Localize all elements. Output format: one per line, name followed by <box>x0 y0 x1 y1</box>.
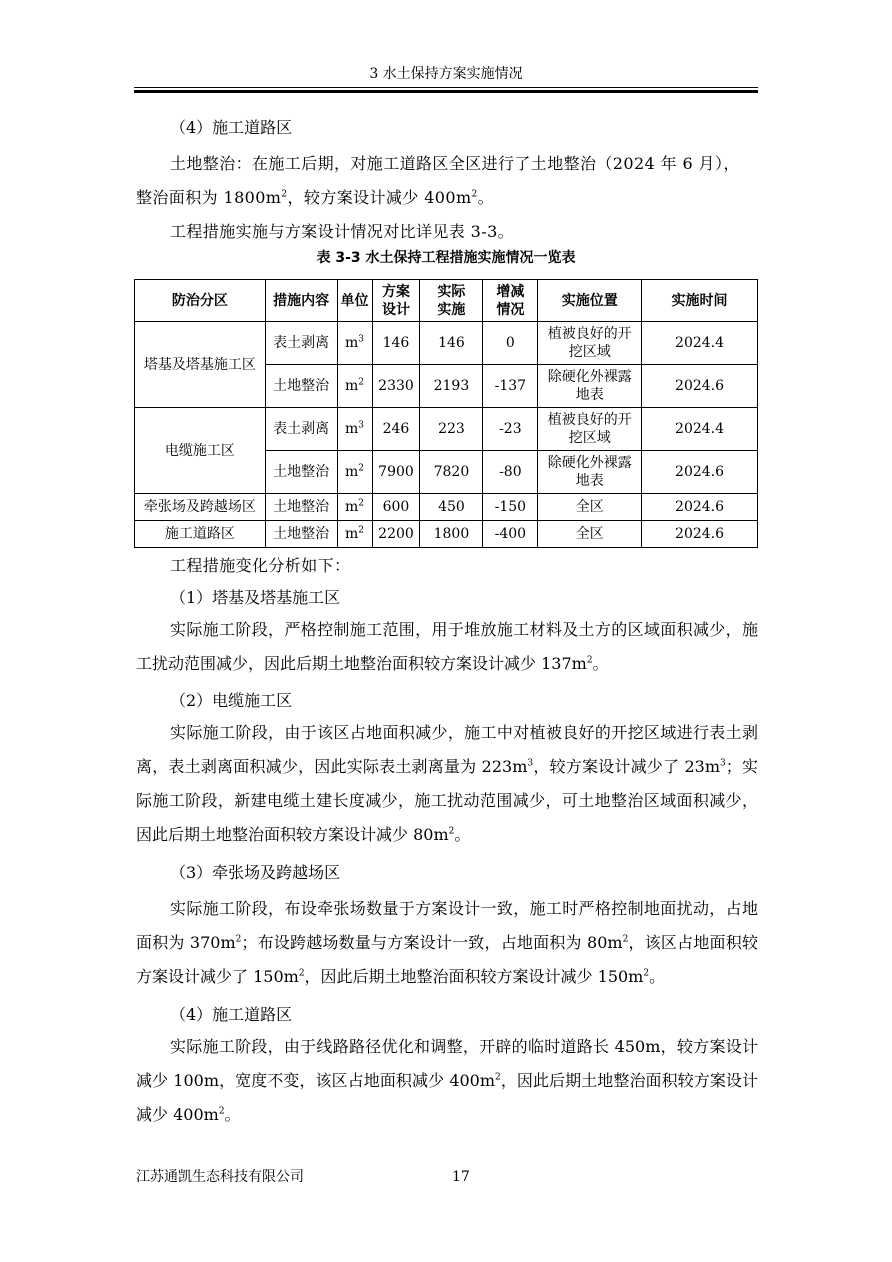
change-cell: 0 <box>483 322 538 365</box>
location-text: 除硬化外裸露 <box>547 369 632 385</box>
change-cell: -80 <box>483 451 538 494</box>
unit-cell <box>337 365 372 408</box>
unit-base: m <box>345 335 359 351</box>
table-header-row <box>135 280 758 322</box>
table-row <box>135 494 758 521</box>
unit-base: m <box>345 526 359 542</box>
superscript: 2 <box>281 189 288 200</box>
col-header-design <box>372 280 420 322</box>
land-paragraph-line2 <box>136 185 494 208</box>
design-cell: 146 <box>372 322 420 365</box>
design-cell: 2330 <box>372 365 420 408</box>
zone-cell: 塔基及塔基施工区 <box>135 322 266 408</box>
unit-cell <box>337 521 372 548</box>
unit-base: m <box>345 499 359 515</box>
location-text: 挖区域 <box>568 430 611 446</box>
unit-sup: 3 <box>358 334 365 345</box>
measure-cell: 土地整治 <box>265 494 337 521</box>
change-cell: -150 <box>483 494 538 521</box>
text-span: ，因此后期土地整治面积较方案设计减少 150m <box>304 967 644 986</box>
unit-sup: 2 <box>358 525 365 536</box>
header-text: 方案 <box>381 283 410 300</box>
time-cell: 2024.4 <box>642 408 758 451</box>
col-header-location: 实施位置 <box>538 280 642 322</box>
table-caption: 表 3-3 水土保持工程措施实施情况一览表 <box>316 250 576 266</box>
unit-sup: 2 <box>358 463 365 474</box>
section-heading-cable: （2）电缆施工区 <box>170 691 293 710</box>
page-header: 3 水土保持方案实施情况 <box>369 66 523 82</box>
superscript: 3 <box>527 758 534 769</box>
table-row <box>135 322 758 365</box>
superscript: 2 <box>643 968 650 979</box>
change-cell: -137 <box>483 365 538 408</box>
text-span: 。 <box>477 188 495 207</box>
text-span: 。 <box>592 654 609 673</box>
text-span: 实际施工阶段，由于线路路径优化和调整，开辟的临时道路长 450m，较方案设计减少 100m，宽度不变，该区占地面积减少 400m <box>136 1037 758 1090</box>
time-cell: 2024.6 <box>642 451 758 494</box>
text-span: 实际施工阶段，严格控制施工范围，用于堆放施工材料及土方的区域面积减少，施工扰动范围减少，因此后期土地整治面积较方案设计减少 137m <box>136 620 758 673</box>
text-span: 实际施工阶段，由于该区占地面积减少，施工中对植被良好的开挖区域进行表土剥离，表土剥离面积减少，因此实际表土剥离量为 223m <box>136 723 758 776</box>
superscript: 2 <box>235 934 242 945</box>
change-cell: -400 <box>483 521 538 548</box>
text-span: 。 <box>454 825 471 844</box>
text-span: 实际施工阶段，布设牵张场数量于方案设计一致，施工时严格控制地面扰动，占地面积为 370m <box>136 899 758 952</box>
zone-cell: 电缆施工区 <box>135 408 266 494</box>
col-header-measure: 措施内容 <box>265 280 337 322</box>
location-cell <box>538 408 642 451</box>
actual-cell: 223 <box>420 408 483 451</box>
superscript: 2 <box>298 968 305 979</box>
header-rule-thick <box>134 90 758 93</box>
time-cell: 2024.6 <box>642 521 758 548</box>
compare-paragraph: 工程措施实施与方案设计情况对比详见表 3-3。 <box>170 222 515 241</box>
col-header-time: 实施时间 <box>642 280 758 322</box>
header-text: 实际 <box>437 283 466 300</box>
text-span: ；实际施工阶段，新建电缆土建长度减少，施工扰动范围减少，可土地整治区域面积减少，因此后期土地整治面积较方案设计减少 80m <box>136 757 758 844</box>
superscript: 2 <box>471 189 478 200</box>
location-text: 植被良好的开 <box>547 326 632 342</box>
zone-cell: 施工道路区 <box>135 521 266 548</box>
superscript: 2 <box>586 655 593 666</box>
location-cell <box>538 365 642 408</box>
table-row <box>135 408 758 451</box>
actual-cell: 146 <box>420 322 483 365</box>
superscript: 2 <box>495 1072 501 1083</box>
unit-base: m <box>345 464 359 480</box>
text-span: ，较方案设计减少 400m <box>287 188 472 207</box>
footer-company: 江苏通凯生态科技有限公司 <box>136 1169 304 1185</box>
zone-cell: 牵张场及跨越场区 <box>135 494 266 521</box>
location-text: 地表 <box>575 387 604 403</box>
location-cell <box>538 451 642 494</box>
actual-cell: 450 <box>420 494 483 521</box>
superscript: 2 <box>622 934 629 945</box>
design-cell: 600 <box>372 494 420 521</box>
design-cell: 7900 <box>372 451 420 494</box>
analysis-intro: 工程措施变化分析如下： <box>170 556 351 575</box>
text-span: ；布设跨越场数量与方案设计一致，占地面积为 80m <box>241 933 623 952</box>
header-rule-thin <box>134 87 758 88</box>
col-header-actual <box>420 280 483 322</box>
section-heading-tower: （1）塔基及塔基施工区 <box>170 588 341 607</box>
header-text: 实施 <box>437 301 466 318</box>
text-span: ，因此后期土地整治面积较方案设计减少 400m <box>136 1071 758 1124</box>
text-span: 整治面积为 1800m <box>136 188 282 207</box>
time-cell: 2024.4 <box>642 322 758 365</box>
measure-cell: 表土剥离 <box>265 408 337 451</box>
unit-cell <box>337 322 372 365</box>
time-cell: 2024.6 <box>642 365 758 408</box>
actual-cell: 2193 <box>420 365 483 408</box>
col-header-unit: 单位 <box>337 280 372 322</box>
design-cell: 246 <box>372 408 420 451</box>
measure-cell: 土地整治 <box>265 521 337 548</box>
measure-cell: 土地整治 <box>265 365 337 408</box>
paragraph-tower <box>136 613 758 681</box>
table-row <box>135 521 758 548</box>
time-cell: 2024.6 <box>642 494 758 521</box>
text-span: 。 <box>649 967 666 986</box>
superscript: 2 <box>448 826 455 837</box>
paragraph-stringing <box>136 892 758 994</box>
change-cell: -23 <box>483 408 538 451</box>
location-text: 除硬化外裸露 <box>547 455 632 471</box>
land-paragraph-line1: 土地整治：在施工后期，对施工道路区全区进行了土地整治（2024 年 6 月）， <box>170 154 740 173</box>
unit-base: m <box>345 421 359 437</box>
unit-cell <box>337 451 372 494</box>
header-text: 设计 <box>381 301 410 318</box>
unit-sup: 2 <box>358 498 365 509</box>
paragraph-cable <box>136 716 758 852</box>
text-span: ，较方案设计减少了 23m <box>533 757 721 776</box>
section-heading-road: （4）施工道路区 <box>170 118 293 137</box>
section-heading-road-analysis: （4）施工道路区 <box>170 1005 293 1024</box>
location-cell: 全区 <box>538 494 642 521</box>
location-cell <box>538 322 642 365</box>
measures-table <box>134 279 758 548</box>
measure-cell: 土地整治 <box>265 451 337 494</box>
superscript: 3 <box>720 758 726 769</box>
page-number: 17 <box>452 1169 470 1185</box>
text-span: 。 <box>224 1105 241 1124</box>
actual-cell: 1800 <box>420 521 483 548</box>
location-text: 植被良好的开 <box>547 412 632 428</box>
section-heading-stringing: （3）牵张场及跨越场区 <box>170 863 341 882</box>
location-text: 地表 <box>575 473 604 489</box>
col-header-zone: 防治分区 <box>135 280 266 322</box>
unit-base: m <box>345 378 359 394</box>
header-text: 增减 <box>496 283 525 300</box>
header-text: 情况 <box>496 301 525 318</box>
unit-cell <box>337 408 372 451</box>
location-text: 挖区域 <box>568 344 611 360</box>
unit-sup: 2 <box>358 377 365 388</box>
design-cell: 2200 <box>372 521 420 548</box>
unit-sup: 3 <box>358 420 365 431</box>
text-span: ，该区占地面积较方案设计减少了 150m <box>136 933 758 986</box>
actual-cell: 7820 <box>420 451 483 494</box>
unit-cell <box>337 494 372 521</box>
location-cell: 全区 <box>538 521 642 548</box>
superscript: 2 <box>218 1106 225 1117</box>
col-header-change <box>483 280 538 322</box>
paragraph-road <box>136 1030 758 1132</box>
measure-cell: 表土剥离 <box>265 322 337 365</box>
